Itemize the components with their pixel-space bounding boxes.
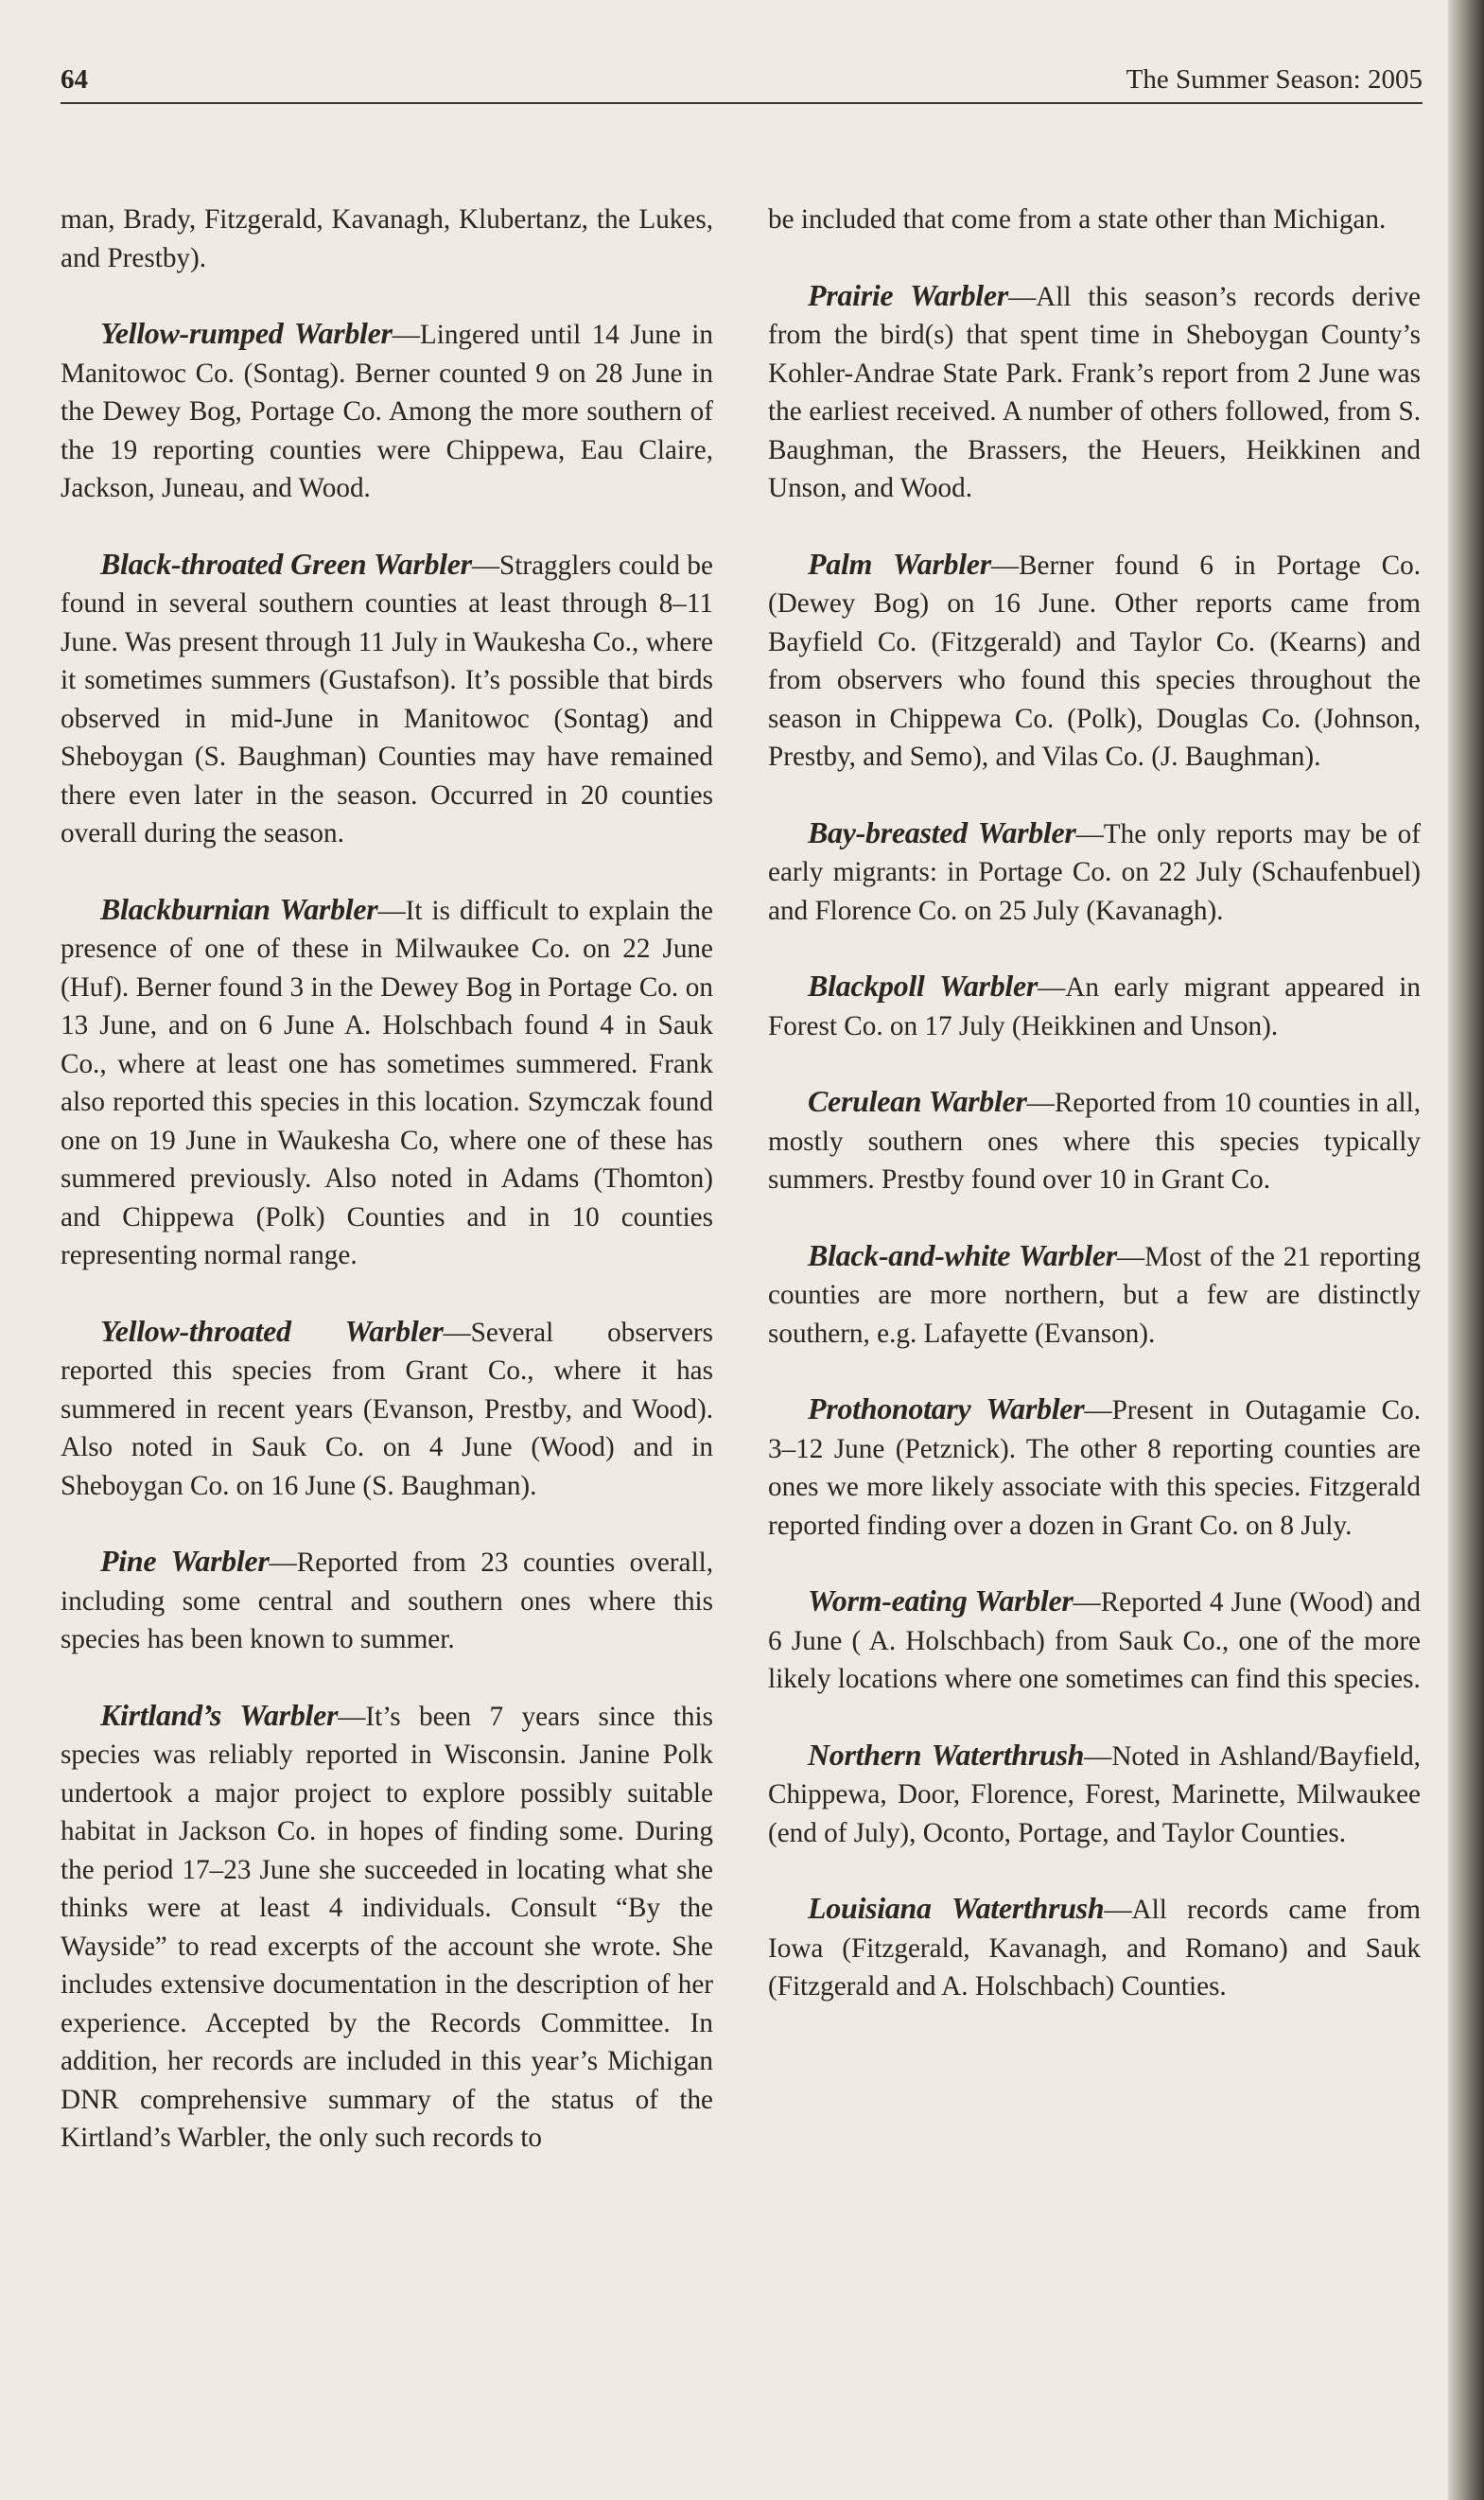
species-account [61,1696,713,2158]
account-text: —Reported from 23 counties overall, including some central and southern ones where this species has been known to summer. [61,1547,713,1654]
species-name: Northern Waterthrush [808,1737,1085,1772]
species-account [61,314,713,508]
left-column [61,201,713,2194]
right-column [768,201,1421,2043]
page-number: 64 [61,64,88,95]
account-text: —Most of the 21 reporting counties are more northern, but a few are distinctly southern, e.g. Lafayette (Evanson). [768,1241,1421,1349]
account-text: —Lingered until 14 June in Manitowoc Co. (Sontag). Berner counted 9 on 28 June in the Dewey Bog, Portage Co. Among the more southern of the 19 reporting counties were Chippewa, Eau Claire, Jackson, Juneau, and Wood. [61,320,713,503]
species-name: Palm Warbler [808,546,991,581]
account-text: —An early migrant appeared in Forest Co. on 17 July (Heikkinen and Unson). [768,972,1421,1041]
species-account [61,1312,713,1506]
species-account [61,545,713,853]
account-text: —All records came from Iowa (Fitzgerald, Kavanagh, and Romano) and Sauk (Fitzgerald and A. Holschbach) Counties. [768,1895,1421,2002]
page-edge-shadow [1448,0,1484,2500]
species-account [768,1390,1421,1545]
species-account [768,967,1421,1045]
species-account [768,545,1421,777]
species-account [768,1082,1421,1199]
account-text: —Stragglers could be found in several southern counties at least through 8–11 June. Was present through 11 July in Waukesha Co., where it sometimes summers (Gustafson). It’s possible that birds observed in mid-June in Manitowoc (Sontag) and Sheboygan (S. Baughman) Counties may have remained there even later in the season. Occurred in 20 counties overall during the season. [61,550,713,848]
species-name: Kirtland’s Warbler [100,1697,339,1732]
species-account [768,1889,1421,2006]
account-text: —Present in Outagamie Co. 3–12 June (Petznick). The other 8 reporting counties are ones we more likely associate with this species. Fitzgerald reported finding over a dozen in Grant Co. on 8 July. [768,1395,1421,1541]
species-name: Prothonotary Warbler [808,1391,1085,1425]
species-name: Yellow-rumped Warbler [100,316,393,350]
account-text: —Noted in Ashland/Bayfield, Chippewa, Door, Florence, Forest, Marinette, Milwaukee (end of July), Oconto, Portage, and Taylor Counties. [768,1740,1421,1848]
account-text: man, Brady, Fitzgerald, Kavanagh, Klubertanz, the Lukes, and Prestby). [61,204,713,273]
species-account [61,1542,713,1659]
species-account [768,813,1421,931]
species-name: Black-throated Green Warbler [100,546,472,581]
species-account [768,1236,1421,1354]
species-account [768,276,1421,508]
species-name: Worm-eating Warbler [808,1583,1074,1617]
species-account [768,201,1421,239]
account-text: —Berner found 6 in Portage Co. (Dewey Bog) on 16 June. Other reports came from Bayfield Co. (Fitzgerald) and Taylor Co. (Kearns) and from observers who found this species throughout the season in Chippewa Co. (Polk), Douglas Co. (Johnson, Prestby, and Semo), and Vilas Co. (J. Baughman). [768,550,1421,772]
species-name: Cerulean Warbler [808,1084,1027,1118]
running-header [61,59,1423,104]
account-text: —It is difficult to explain the presence of one of these in Milwaukee Co. on 22 June (Huf). Berner found 3 in the Dewey Bog in Portage Co. on 13 June, and on 6 June A. Holschbach found 4 in Sauk Co., where at least one has sometimes summered. Frank also reported this species in this location. Szymczak found one on 19 June in Waukesha Co, where one of these has summered previously. Also noted in Adams (Thomton) and Chippewa (Polk) Counties and in 10 counties representing normal range. [61,895,713,1270]
species-account [61,890,713,1275]
species-name: Louisiana Waterthrush [808,1891,1105,1925]
species-account [768,1736,1421,1853]
species-name: Yellow-throated Warbler [100,1313,444,1348]
account-text: be included that come from a state other than Michigan. [768,204,1387,235]
species-name: Bay-breasted Warbler [808,814,1076,849]
species-name: Black-and-white Warbler [808,1237,1117,1272]
account-text: —The only reports may be of early migrants: in Portage Co. on 22 July (Schaufenbuel) and Florence Co. on 25 July (Kavanagh). [768,818,1421,926]
account-text: —Reported 4 June (Wood) and 6 June ( A. Holschbach) from Sauk Co., one of the more likely locations where one sometimes can find this species. [768,1587,1421,1694]
species-account [768,1582,1421,1699]
account-text: —All this season’s records derive from the bird(s) that spent time in Sheboygan County’s Kohler-Andrae State Park. Frank’s report from 2 June was the earliest received. A number of others followed, from S. Baughman, the Brassers, the Heuers, Heikkinen and Unson, and Wood. [768,281,1421,503]
account-text: —It’s been 7 years since this species was reliably reported in Wisconsin. Janine Polk undertook a major project to explore possibly suitable habitat in Jackson Co. in hopes of finding some. During the period 17–23 June she succeeded in locating what she thinks were at least 4 individuals. Consult “By the Wayside” to read excerpts of the account she wrote. She includes extensive documentation in the description of her experience. Accepted by the Records Committee. In addition, her records are included in this year’s Michigan DNR comprehensive summary of the status of the Kirtland’s Warbler, the only such records to [61,1701,713,2153]
species-name: Blackpoll Warbler [808,969,1039,1003]
running-title: The Summer Season: 2005 [1126,64,1423,95]
species-name: Prairie Warbler [808,277,1008,312]
species-account [61,201,713,277]
account-text: —Reported from 10 counties in all, mostly southern ones where this species typically summers. Prestby found over 10 in Grant Co. [768,1088,1421,1195]
species-name: Blackburnian Warbler [100,891,378,926]
species-name: Pine Warbler [100,1544,270,1578]
account-text: —Several observers reported this species from Grant Co., where it has summered in recent years (Evanson, Prestby, and Wood). Also noted in Sauk Co. on 4 June (Wood) and in Sheboygan Co. on 16 June (S. Baughman). [61,1317,713,1501]
